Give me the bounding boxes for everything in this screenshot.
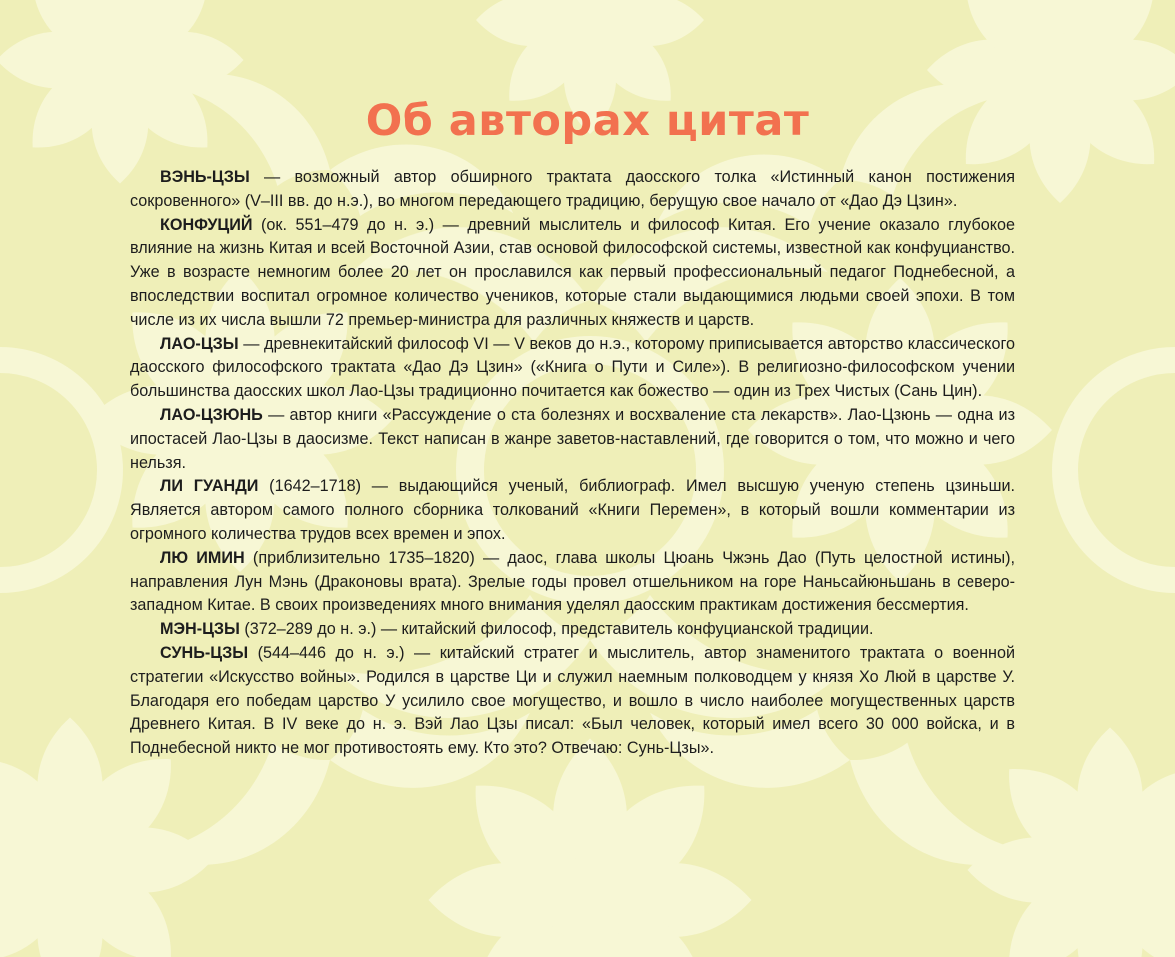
page-title: Об авторах цитат — [365, 96, 810, 146]
author-description: — древнекитайский философ VI — V веков до н.э., которому приписывается авторство классического даосского философского трактата «Дао Дэ Цзин» («Книга о Пути и Силе»). В религиозно-философском учении большинства даосских школ Лао-Цзы традиционно почитается как божество — один из Трех Чистых (Сань Цин). — [130, 334, 1015, 401]
authors-list — [130, 166, 1015, 761]
author-description: (544–446 до н. э.) — китайский стратег и мыслитель, автор знаменитого трактата о военной стратегии «Искусство войны». Родился в царстве Ци и служил наемным полководцем у князя Хо Люй в царстве У. Благодаря его победам царство У усилило свое могущество, и вошло в число наиболее могущественных царств Древнего Китая. В IV веке до н. э. Вэй Лао Цзы писал: «Был человек, который имел всего 30 000 войска, и в Поднебесной никто не мог противостоять ему. Кто это? Отвечаю: Сунь-Цзы». — [130, 643, 1015, 758]
author-entry — [130, 642, 1015, 761]
author-name: ЛИ ГУАНДИ — [160, 477, 259, 496]
author-description: (ок. 551–479 до н. э.) — древний мыслитель и философ Китая. Его учение оказало глубокое влияние на жизнь Китая и всей Восточной Азии, став основой философской системы, известной как конфуцианство. Уже в возрасте немногим более 20 лет он прославился как первый профессиональный педагог Поднебесной, а впоследствии воспитал огромное количество учеников, которые стали выдающимися людьми своей эпохи. В том числе из их числа вышли 72 премьер-министра для различных княжеств и царств. — [130, 215, 1015, 329]
author-entry — [130, 475, 1015, 546]
author-name: ЛАО-ЦЗЮНЬ — [160, 405, 263, 424]
author-entry — [130, 547, 1015, 618]
author-entry — [130, 404, 1015, 475]
author-name: КОНФУЦИЙ — [160, 215, 253, 234]
author-description: — автор книги «Рассуждение о ста болезнях и восхваление ста лекарств». Лао-Цзюнь — одна из ипостасей Лао-Цзы в даосизме. Текст написан в жанре заветов-наставлений, где говорится о том, что можно и чего нельзя. — [130, 405, 1015, 472]
author-name: ЛЮ ИМИН — [160, 548, 245, 567]
author-name: МЭН-ЦЗЫ — [160, 620, 240, 639]
author-description: (приблизительно 1735–1820) — даос, глава школы Цюань Чжэнь Дао (Путь целостной истины), направления Лун Мэнь (Драконовы врата). Зрелые годы провел отшельником на горе Наньсайюньшань в северо-западном Китае. В своих произведениях много внимания уделял даосским практикам достижения бессмертия. — [130, 548, 1015, 615]
author-name: ВЭНЬ-ЦЗЫ — [160, 168, 250, 186]
author-entry — [130, 618, 1015, 642]
author-description: (372–289 до н. э.) — китайский философ, представитель конфуцианской традиции. — [239, 620, 874, 639]
author-name: ЛАО-ЦЗЫ — [160, 334, 239, 353]
author-entry — [130, 214, 1015, 333]
author-description: (1642–1718) — выдающийся ученый, библиограф. Имел высшую ученую степень цзиньши. Является автором самого полного сборника толкований «Книги Перемен», в который вошли комментарии из огромного количества трудов всех времен и эпох. — [130, 477, 1015, 543]
author-entry — [130, 166, 1015, 214]
author-description: — возможный автор обширного трактата даосского толка «Истинный канон постижения сокровенного» (V–III вв. до н.э.), во многом передающего традицию, берущую свое начало от «Дао Дэ Цзин». — [130, 168, 1015, 210]
author-name: СУНЬ-ЦЗЫ — [160, 643, 249, 662]
author-entry — [130, 333, 1015, 404]
